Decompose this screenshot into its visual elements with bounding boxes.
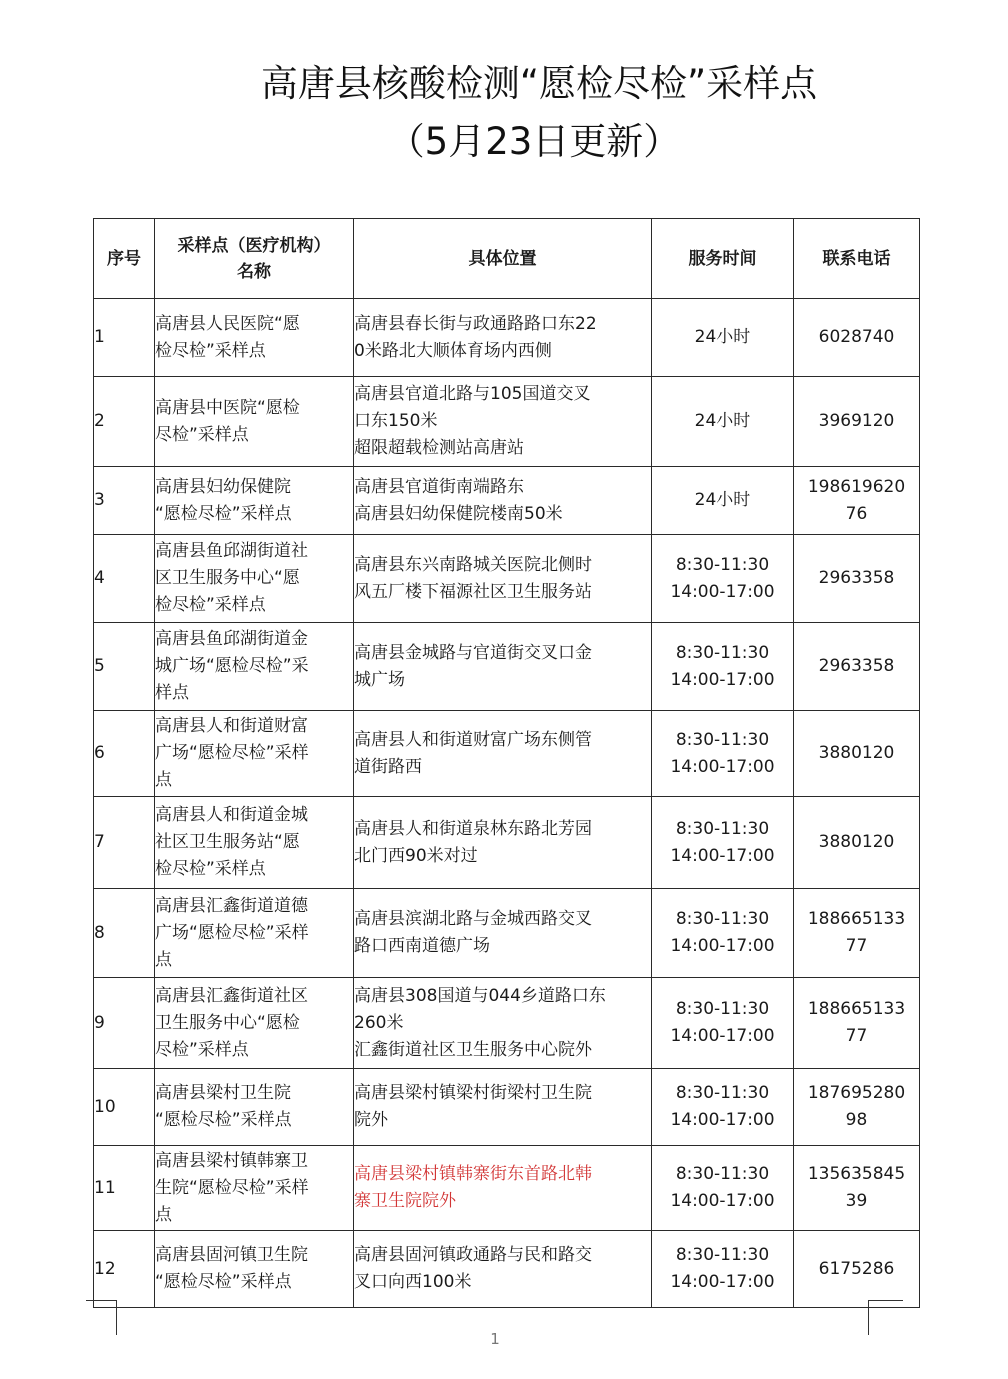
cell-name-line: 高唐县人民医院“愿 bbox=[155, 313, 300, 334]
cell-phone-line: 198619620 bbox=[807, 476, 906, 497]
cell-phone-line: 76 bbox=[845, 503, 868, 524]
cell-name-line: “愿检尽检”采样点 bbox=[155, 503, 292, 524]
cell-hours-line: 8:30-11:30 bbox=[675, 818, 770, 839]
cell-name bbox=[155, 889, 354, 978]
cell-name bbox=[155, 377, 354, 467]
cell-hours-line: 8:30-11:30 bbox=[675, 1164, 770, 1184]
cell-name bbox=[155, 797, 354, 889]
cell-name-line: 高唐县鱼邱湖街道金 bbox=[155, 629, 308, 649]
cell-hours-line: 24小时 bbox=[694, 327, 751, 347]
cell-name-line: 社区卫生服务站“愿 bbox=[155, 832, 300, 852]
cell-name-line: 生院“愿检尽检”采样 bbox=[155, 1177, 309, 1198]
cell-hours bbox=[652, 711, 794, 797]
cell-hours-line: 14:00-17:00 bbox=[670, 581, 775, 602]
cell-phone bbox=[794, 467, 920, 535]
cell-location-line: 超限超载检测站高唐站 bbox=[354, 438, 524, 458]
cell-location-line: 高唐县春长街与政通路路口东22 bbox=[354, 313, 597, 334]
cell-hours bbox=[652, 1069, 794, 1146]
cell-location bbox=[354, 1231, 652, 1308]
cell-name-line: 点 bbox=[155, 770, 172, 790]
cell-hours-line: 14:00-17:00 bbox=[670, 1110, 775, 1130]
cell-no: 8 bbox=[94, 889, 155, 978]
cell-no: 2 bbox=[94, 377, 155, 467]
cell-hours-line: 24小时 bbox=[694, 411, 751, 431]
header-name-line1: 采样点（医疗机构） bbox=[177, 235, 331, 256]
cell-hours-line: 14:00-17:00 bbox=[670, 756, 775, 777]
cell-name-line: 高唐县妇幼保健院 bbox=[155, 476, 291, 497]
cell-phone-line: 77 bbox=[845, 1026, 868, 1046]
cell-phone-line: 3880120 bbox=[818, 832, 895, 852]
cell-location-line: 道街路西 bbox=[354, 756, 422, 777]
cell-location bbox=[354, 467, 652, 535]
table-row bbox=[94, 711, 920, 797]
cell-name-line: 高唐县鱼邱湖街道社 bbox=[155, 541, 308, 561]
table-header-row bbox=[94, 219, 920, 299]
cell-location-line: 路口西南道德广场 bbox=[354, 936, 490, 956]
cell-name-line: 城广场“愿检尽检”采 bbox=[155, 656, 309, 676]
cell-hours bbox=[652, 623, 794, 711]
cell-location-line: 高唐县金城路与官道街交叉口金 bbox=[354, 642, 592, 663]
cell-name bbox=[155, 1231, 354, 1308]
cell-hours-line: 8:30-11:30 bbox=[675, 909, 770, 929]
cell-no: 5 bbox=[94, 623, 155, 711]
cell-name-line: 尽检”采样点 bbox=[155, 424, 249, 445]
cell-name-line: 高唐县固河镇卫生院 bbox=[155, 1245, 308, 1265]
cell-location bbox=[354, 377, 652, 467]
cell-phone-line: 135635845 bbox=[807, 1164, 906, 1184]
cell-hours-line: 8:30-11:30 bbox=[675, 642, 770, 663]
cell-name bbox=[155, 978, 354, 1069]
cell-name-line: 广场“愿检尽检”采样 bbox=[155, 922, 309, 943]
cell-name-line: “愿检尽检”采样点 bbox=[155, 1110, 292, 1130]
cell-phone-line: 98 bbox=[845, 1110, 868, 1130]
cell-no: 1 bbox=[94, 299, 155, 377]
cell-no: 7 bbox=[94, 797, 155, 889]
table-row bbox=[94, 299, 920, 377]
cell-hours-line: 8:30-11:30 bbox=[675, 729, 770, 750]
cell-phone bbox=[794, 978, 920, 1069]
title-date: （5月23日更新） bbox=[387, 120, 681, 163]
cell-location bbox=[354, 1146, 652, 1231]
cell-name bbox=[155, 1146, 354, 1231]
cell-location-line: 高唐县官道街南端路东 bbox=[354, 476, 524, 497]
cell-name bbox=[155, 299, 354, 377]
cell-location bbox=[354, 623, 652, 711]
cell-location-line: 高唐县人和街道泉林东路北芳园 bbox=[354, 818, 592, 839]
table-row bbox=[94, 623, 920, 711]
cell-location-line: 高唐县梁村镇梁村街梁村卫生院 bbox=[354, 1083, 592, 1103]
cell-hours-line: 14:00-17:00 bbox=[670, 1191, 775, 1211]
cell-phone bbox=[794, 889, 920, 978]
cell-location-line: 高唐县梁村镇韩寨街东首路北韩 bbox=[354, 1164, 592, 1184]
cell-hours-line: 14:00-17:00 bbox=[670, 1026, 775, 1046]
title-main: 高唐县核酸检测“愿检尽检”采样点 bbox=[260, 62, 818, 105]
cell-hours-line: 14:00-17:00 bbox=[670, 669, 775, 690]
cell-phone-line: 6175286 bbox=[818, 1258, 895, 1279]
cell-name-line: 高唐县梁村卫生院 bbox=[155, 1083, 291, 1103]
cell-name-line: 检尽检”采样点 bbox=[155, 859, 266, 879]
cell-hours bbox=[652, 377, 794, 467]
cell-location bbox=[354, 797, 652, 889]
header-location: 具体位置 bbox=[354, 219, 652, 299]
cell-phone-line: 77 bbox=[845, 936, 868, 956]
cell-hours-line: 14:00-17:00 bbox=[670, 845, 775, 866]
table-row bbox=[94, 377, 920, 467]
cell-hours bbox=[652, 1231, 794, 1308]
cell-name-line: 高唐县梁村镇韩寨卫 bbox=[155, 1150, 308, 1171]
cell-hours bbox=[652, 889, 794, 978]
cell-name-line: 检尽检”采样点 bbox=[155, 340, 266, 361]
cell-hours bbox=[652, 299, 794, 377]
cell-location bbox=[354, 535, 652, 623]
cell-name bbox=[155, 535, 354, 623]
cell-location-line: 高唐县308国道与044乡道路口东 bbox=[354, 985, 606, 1006]
cell-location bbox=[354, 889, 652, 978]
cell-location-line: 城广场 bbox=[354, 669, 405, 690]
cell-name-line: 尽检”采样点 bbox=[155, 1039, 249, 1060]
cell-location-line: 高唐县妇幼保健院楼南50米 bbox=[354, 503, 563, 524]
table-row bbox=[94, 889, 920, 978]
cell-no: 6 bbox=[94, 711, 155, 797]
cell-location-line: 高唐县固河镇政通路与民和路交 bbox=[354, 1245, 592, 1265]
cell-location-line: 高唐县东兴南路城关医院北侧时 bbox=[354, 554, 592, 575]
cell-location bbox=[354, 299, 652, 377]
cell-name bbox=[155, 623, 354, 711]
cell-phone-line: 187695280 bbox=[807, 1083, 906, 1103]
cell-name-line: 高唐县汇鑫街道社区 bbox=[155, 985, 308, 1006]
cell-no: 4 bbox=[94, 535, 155, 623]
cell-phone bbox=[794, 299, 920, 377]
cell-name-line: 高唐县汇鑫街道道德 bbox=[155, 895, 308, 916]
cell-phone bbox=[794, 1146, 920, 1231]
cell-name-line: 点 bbox=[155, 1204, 172, 1225]
cell-name-line: 样点 bbox=[155, 683, 189, 703]
cell-name-line: 检尽检”采样点 bbox=[155, 595, 266, 615]
cell-phone-line: 6028740 bbox=[818, 327, 895, 347]
cell-no: 9 bbox=[94, 978, 155, 1069]
cell-phone-line: 3969120 bbox=[818, 411, 895, 431]
cell-hours bbox=[652, 978, 794, 1069]
cell-location bbox=[354, 711, 652, 797]
cell-location-line: 高唐县人和街道财富广场东侧管 bbox=[354, 729, 592, 750]
cell-phone-line: 188665133 bbox=[807, 999, 906, 1019]
cell-hours bbox=[652, 467, 794, 535]
cell-no: 12 bbox=[94, 1231, 155, 1308]
cell-location-line: 260米 bbox=[354, 1012, 404, 1033]
cell-phone-line: 2963358 bbox=[818, 656, 895, 676]
cell-location bbox=[354, 978, 652, 1069]
cell-phone bbox=[794, 797, 920, 889]
cell-phone-line: 39 bbox=[845, 1191, 868, 1211]
table-row bbox=[94, 1231, 920, 1308]
cell-phone-line: 2963358 bbox=[818, 568, 895, 588]
cell-location-line: 汇鑫街道社区卫生服务中心院外 bbox=[354, 1039, 592, 1060]
cell-name-line: 高唐县中医院“愿检 bbox=[155, 397, 300, 418]
cell-name-line: 高唐县人和街道财富 bbox=[155, 716, 308, 736]
cell-no: 10 bbox=[94, 1069, 155, 1146]
cell-phone bbox=[794, 377, 920, 467]
cell-name-line: 区卫生服务中心“愿 bbox=[155, 568, 300, 588]
cell-location-line: 高唐县滨湖北路与金城西路交叉 bbox=[354, 909, 592, 929]
header-phone: 联系电话 bbox=[794, 219, 920, 299]
table-row bbox=[94, 467, 920, 535]
table-body bbox=[94, 299, 920, 1308]
cell-location-line: 寨卫生院院外 bbox=[354, 1191, 456, 1211]
cell-no: 3 bbox=[94, 467, 155, 535]
cell-hours-line: 8:30-11:30 bbox=[675, 999, 770, 1019]
cell-location-line: 叉口向西100米 bbox=[354, 1272, 472, 1292]
header-name bbox=[155, 219, 354, 299]
page-title bbox=[0, 55, 1008, 171]
cell-name-line: 卫生服务中心“愿检 bbox=[155, 1012, 300, 1033]
cell-phone-line: 188665133 bbox=[807, 909, 906, 929]
cell-location-line: 0米路北大顺体育场内西侧 bbox=[354, 340, 552, 361]
cell-location-line: 风五厂楼下福源社区卫生服务站 bbox=[354, 581, 592, 602]
table-row bbox=[94, 535, 920, 623]
cell-name-line: 点 bbox=[155, 949, 172, 970]
header-name-line2: 名称 bbox=[237, 261, 271, 282]
table-row bbox=[94, 1069, 920, 1146]
cell-name-line: “愿检尽检”采样点 bbox=[155, 1272, 292, 1292]
cell-hours bbox=[652, 1146, 794, 1231]
cell-hours bbox=[652, 797, 794, 889]
cell-name bbox=[155, 711, 354, 797]
cell-phone bbox=[794, 1231, 920, 1308]
cell-hours-line: 14:00-17:00 bbox=[670, 1272, 775, 1292]
sampling-sites-table bbox=[93, 218, 920, 1308]
cell-name-line: 广场“愿检尽检”采样 bbox=[155, 743, 309, 763]
cell-name bbox=[155, 1069, 354, 1146]
cell-hours-line: 14:00-17:00 bbox=[670, 936, 775, 956]
cell-name bbox=[155, 467, 354, 535]
cell-no: 11 bbox=[94, 1146, 155, 1231]
cell-phone bbox=[794, 711, 920, 797]
header-no: 序号 bbox=[94, 219, 155, 299]
cell-hours-line: 24小时 bbox=[694, 490, 751, 510]
cell-hours-line: 8:30-11:30 bbox=[675, 554, 770, 575]
cell-location-line: 北门西90米对过 bbox=[354, 845, 478, 866]
cell-location-line: 院外 bbox=[354, 1110, 388, 1130]
header-hours: 服务时间 bbox=[652, 219, 794, 299]
cell-phone bbox=[794, 1069, 920, 1146]
page-number: 1 bbox=[490, 1330, 500, 1348]
cell-location-line: 高唐县官道北路与105国道交叉 bbox=[354, 384, 591, 404]
cell-hours-line: 8:30-11:30 bbox=[675, 1083, 770, 1103]
cell-hours-line: 8:30-11:30 bbox=[675, 1245, 770, 1265]
cell-phone bbox=[794, 535, 920, 623]
cell-hours bbox=[652, 535, 794, 623]
table-row bbox=[94, 978, 920, 1069]
cell-phone-line: 3880120 bbox=[818, 743, 895, 763]
cell-location-line: 口东150米 bbox=[354, 411, 438, 431]
cell-name-line: 高唐县人和街道金城 bbox=[155, 805, 308, 825]
table-row bbox=[94, 1146, 920, 1231]
table-row bbox=[94, 797, 920, 889]
cell-location bbox=[354, 1069, 652, 1146]
cell-phone bbox=[794, 623, 920, 711]
